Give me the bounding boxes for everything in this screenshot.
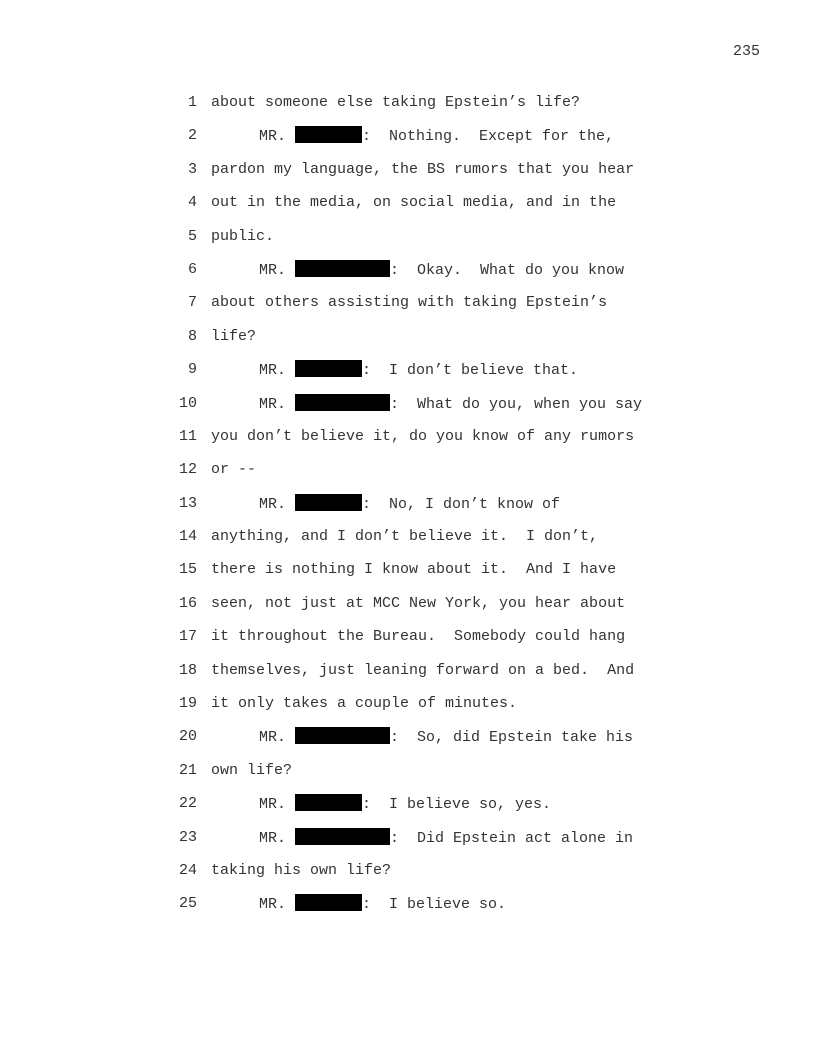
line-number: 1 <box>187 94 197 111</box>
redaction-box <box>295 727 390 744</box>
transcript-line <box>0 894 816 927</box>
line-number: 20 <box>178 728 197 746</box>
spoken-text: : So, did Epstein take his <box>390 729 634 747</box>
transcript-line <box>0 594 816 627</box>
transcript-line <box>0 293 816 326</box>
line-text <box>259 794 551 815</box>
spoken-text: : No, I don’t know of <box>362 495 561 513</box>
spoken-text: public. <box>211 227 275 245</box>
line-number: 10 <box>178 394 197 412</box>
line-text <box>259 828 633 849</box>
spoken-text: it only takes a couple of minutes. <box>211 695 518 713</box>
speaker-label: MR. <box>259 362 287 380</box>
line-text <box>211 160 634 180</box>
line-text <box>211 327 256 347</box>
line-number: 17 <box>178 628 197 646</box>
spoken-text: out in the media, on social media, and in the <box>211 194 617 212</box>
line-number: 6 <box>187 260 197 278</box>
transcript-line <box>0 661 816 694</box>
redaction-box <box>295 828 390 845</box>
spoken-text: : Okay. What do you know <box>390 261 625 279</box>
redaction-box <box>295 360 362 377</box>
transcript-lines <box>0 93 816 928</box>
redaction-box <box>295 394 390 411</box>
transcript-line <box>0 160 816 193</box>
line-number: 23 <box>178 828 197 846</box>
transcript-line <box>0 828 816 861</box>
spoken-text: about someone else taking Epstein’s life? <box>211 94 581 111</box>
spoken-text: taking his own life? <box>211 861 392 879</box>
line-number: 18 <box>178 661 197 679</box>
spoken-text: seen, not just at MCC New York, you hear about <box>211 594 626 612</box>
line-number: 9 <box>187 361 197 379</box>
transcript-line <box>0 794 816 827</box>
line-text <box>211 627 625 647</box>
transcript-line <box>0 93 816 126</box>
redaction-box <box>295 126 362 143</box>
spoken-text: themselves, just leaning forward on a bed. And <box>211 661 635 679</box>
page-number: 235 <box>733 43 761 60</box>
spoken-text: own life? <box>211 761 293 779</box>
speaker-label: MR. <box>259 896 287 914</box>
line-text <box>259 394 642 415</box>
transcript-line <box>0 260 816 293</box>
redaction-box <box>295 794 362 811</box>
redaction-box <box>295 494 362 511</box>
spoken-text: : I believe so. <box>362 896 507 914</box>
spoken-text: there is nothing I know about it. And I have <box>211 561 617 579</box>
redaction-box <box>295 260 390 277</box>
spoken-text: anything, and I don’t believe it. I don’t, <box>211 528 599 546</box>
line-text <box>259 126 614 147</box>
transcript-line <box>0 694 816 727</box>
transcript-line <box>0 394 816 427</box>
line-text <box>211 527 598 547</box>
line-text <box>211 227 274 247</box>
line-text <box>259 260 624 281</box>
transcript-line <box>0 861 816 894</box>
transcript-line <box>0 126 816 159</box>
transcript-line <box>0 227 816 260</box>
line-text <box>259 727 633 748</box>
spoken-text: it throughout the Bureau. Somebody could hang <box>211 628 626 646</box>
spoken-text: : What do you, when you say <box>390 395 643 413</box>
line-number: 7 <box>187 294 197 312</box>
transcript-line <box>0 627 816 660</box>
redaction-box <box>295 894 362 911</box>
transcript-line <box>0 727 816 760</box>
line-number: 16 <box>178 594 197 612</box>
line-text <box>211 560 616 580</box>
transcript-line <box>0 527 816 560</box>
spoken-text: : I believe so, yes. <box>362 796 552 814</box>
line-text <box>259 494 560 515</box>
transcript-line <box>0 494 816 527</box>
line-text <box>211 861 391 881</box>
line-text <box>211 460 256 480</box>
transcript-line <box>0 360 816 393</box>
transcript-line <box>0 460 816 493</box>
spoken-text: : Did Epstein act alone in <box>390 829 634 847</box>
line-text <box>211 594 625 614</box>
line-text <box>211 293 607 313</box>
line-number: 12 <box>178 461 197 479</box>
speaker-label: MR. <box>259 829 287 847</box>
transcript-line <box>0 560 816 593</box>
line-number: 13 <box>178 494 197 512</box>
spoken-text: about others assisting with taking Epstein’s <box>211 294 608 312</box>
line-text <box>259 360 578 381</box>
line-number: 24 <box>178 861 197 879</box>
line-text <box>211 193 616 213</box>
spoken-text: you don’t believe it, do you know of any rumors <box>211 427 635 445</box>
speaker-label: MR. <box>259 128 287 146</box>
speaker-label: MR. <box>259 729 287 747</box>
transcript-line <box>0 427 816 460</box>
line-number: 15 <box>178 561 197 579</box>
spoken-text: : I don’t believe that. <box>362 362 579 380</box>
transcript-line <box>0 193 816 226</box>
spoken-text: or -- <box>211 461 257 479</box>
line-number: 4 <box>187 194 197 212</box>
line-text <box>211 761 292 781</box>
speaker-label: MR. <box>259 495 287 513</box>
line-number: 21 <box>178 761 197 779</box>
transcript-line <box>0 761 816 794</box>
speaker-label: MR. <box>259 261 287 279</box>
line-text <box>211 694 517 714</box>
line-text <box>211 93 580 113</box>
spoken-text: pardon my language, the BS rumors that you hear <box>211 160 635 178</box>
line-number: 19 <box>178 695 197 713</box>
line-number: 11 <box>178 427 197 445</box>
spoken-text: : Nothing. Except for the, <box>362 128 615 146</box>
line-text <box>211 661 634 681</box>
line-number: 25 <box>178 895 197 913</box>
line-number: 2 <box>187 127 197 145</box>
line-text <box>259 894 506 915</box>
speaker-label: MR. <box>259 796 287 814</box>
line-number: 3 <box>187 160 197 178</box>
line-number: 14 <box>178 528 197 546</box>
line-text <box>211 427 634 447</box>
transcript-line <box>0 327 816 360</box>
line-number: 8 <box>187 327 197 345</box>
speaker-label: MR. <box>259 395 287 413</box>
line-number: 5 <box>187 227 197 245</box>
line-number: 22 <box>178 795 197 813</box>
spoken-text: life? <box>211 327 257 345</box>
